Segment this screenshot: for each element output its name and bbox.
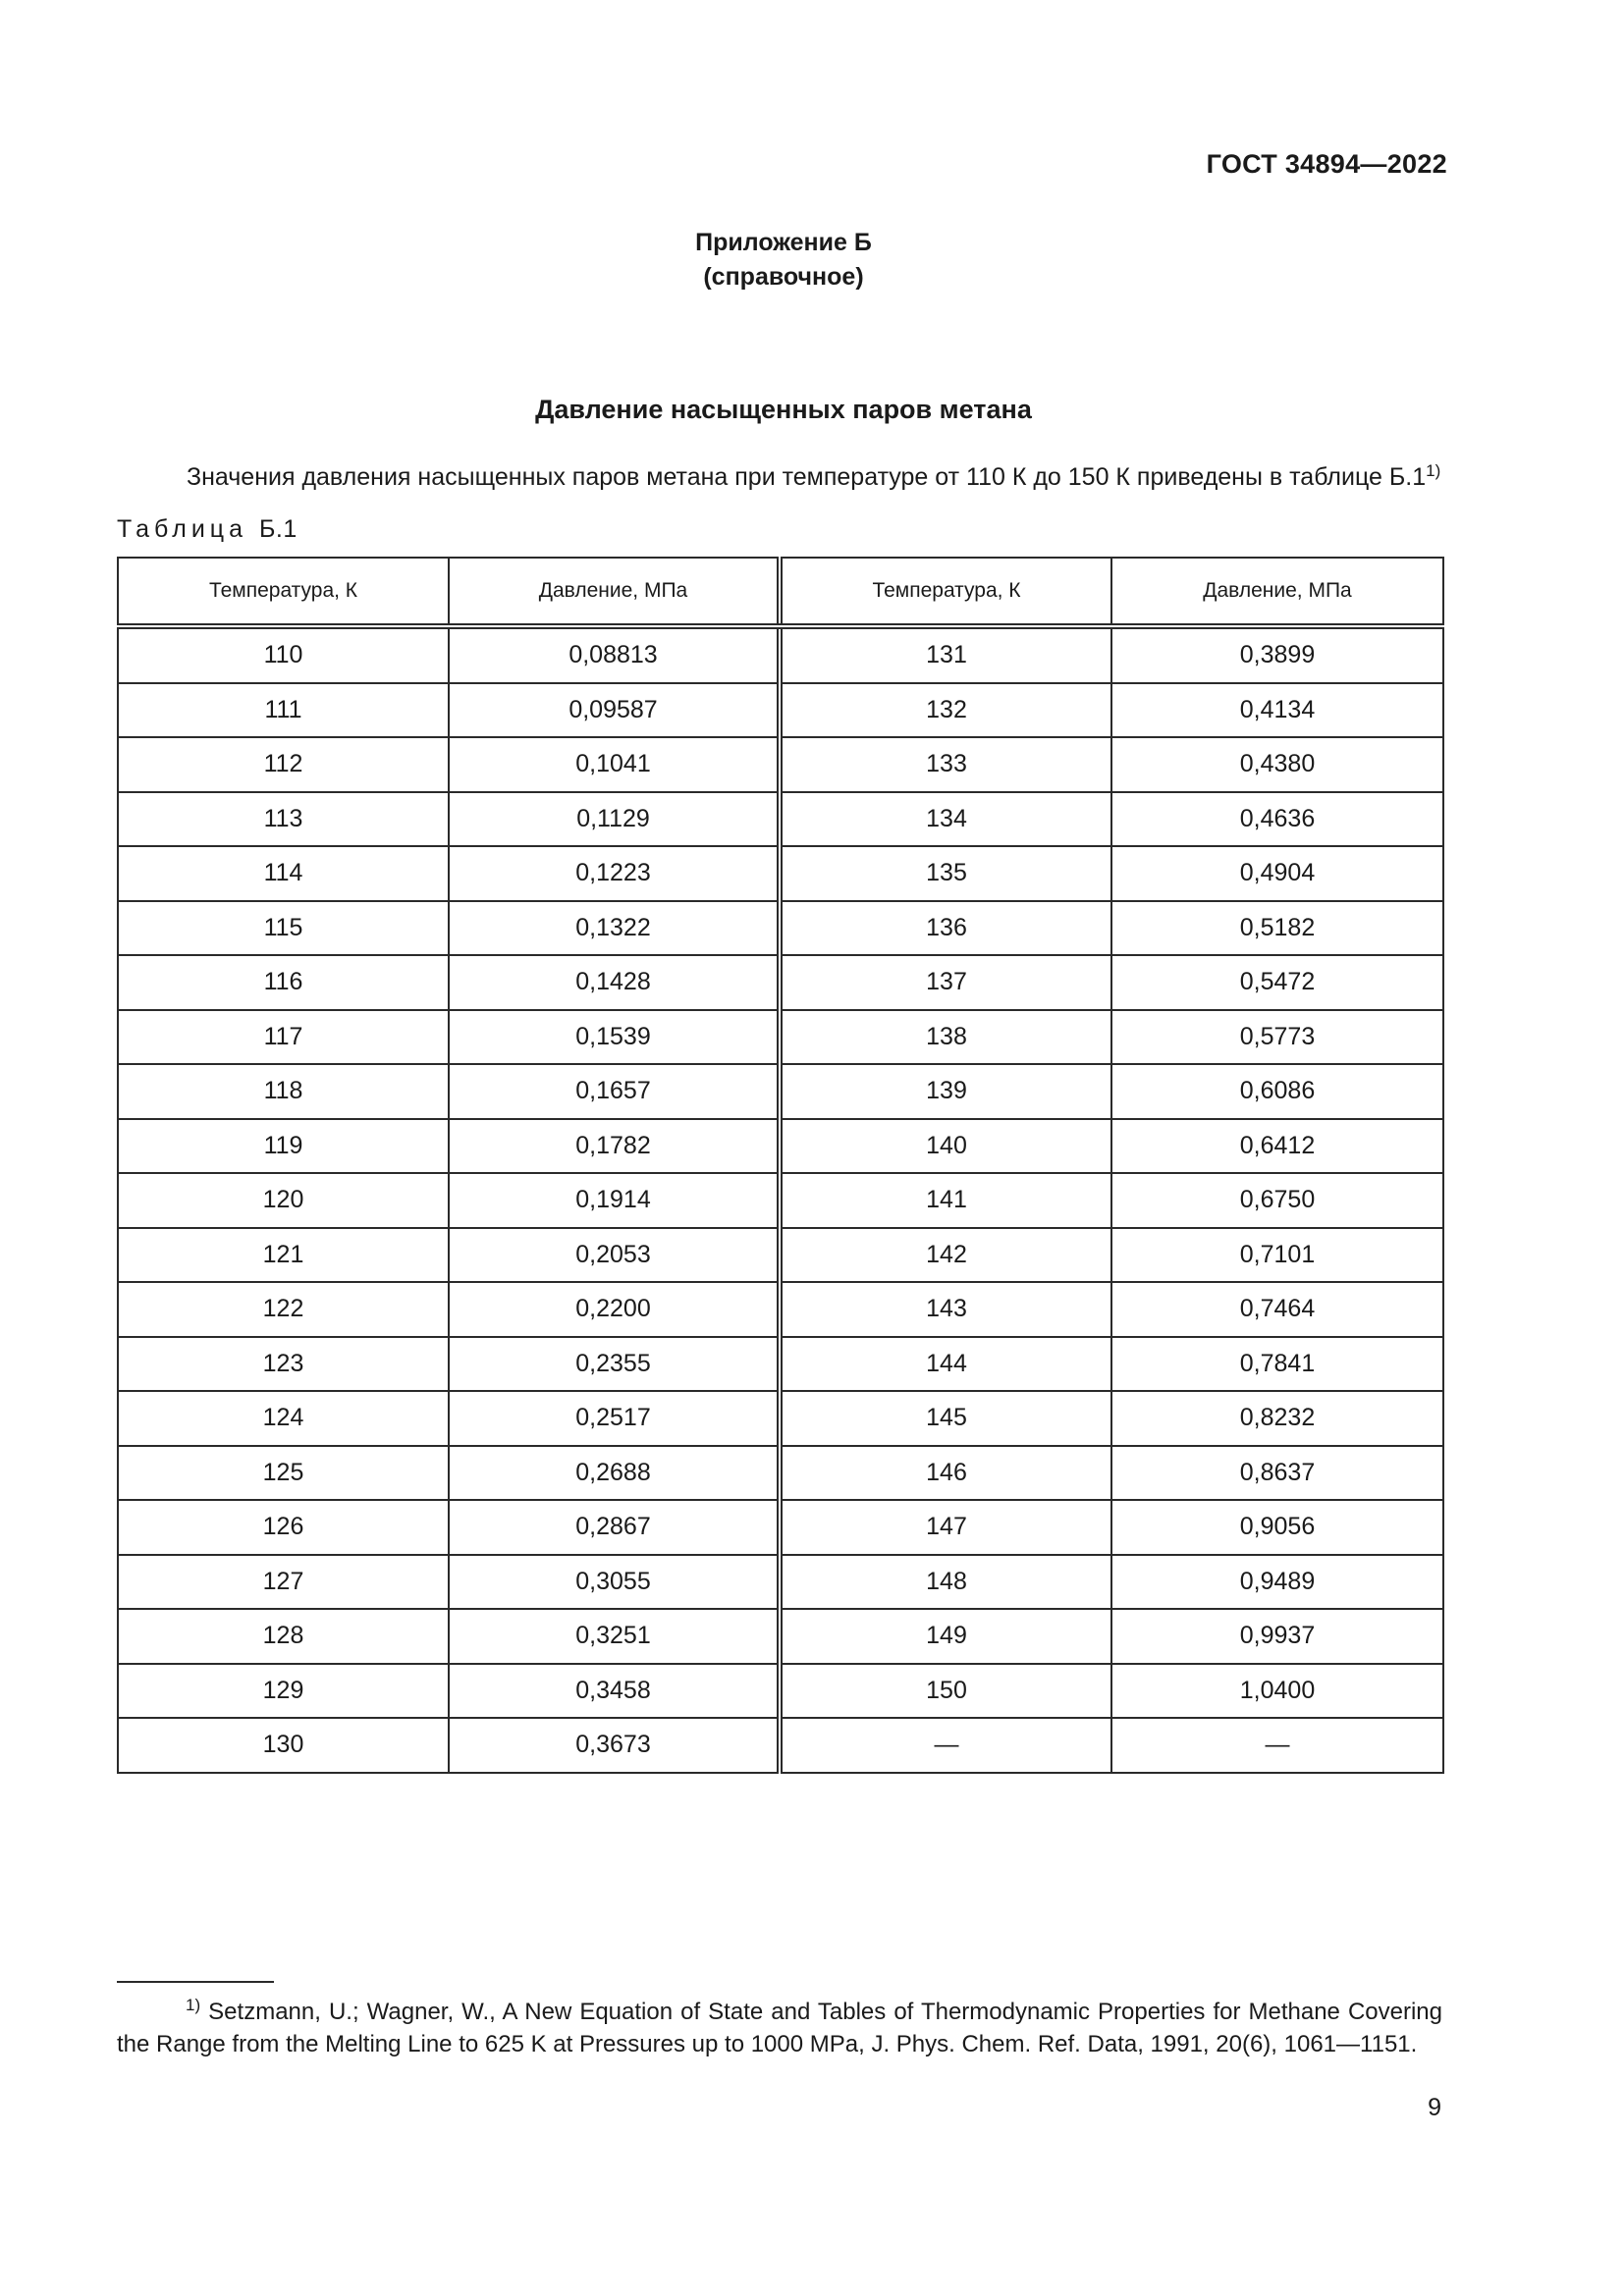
cell-temperature: 140 — [780, 1119, 1111, 1174]
table-row — [118, 1609, 1443, 1664]
cell-temperature: 129 — [118, 1664, 449, 1719]
table-row — [118, 1391, 1443, 1446]
cell-temperature: 128 — [118, 1609, 449, 1664]
table-row — [118, 1555, 1443, 1610]
cell-temperature: 150 — [780, 1664, 1111, 1719]
cell-pressure: 0,1914 — [449, 1173, 780, 1228]
cell-pressure: 0,1041 — [449, 737, 780, 792]
cell-pressure: 0,5182 — [1111, 901, 1443, 956]
cell-pressure: 0,7841 — [1111, 1337, 1443, 1392]
cell-pressure: 0,4380 — [1111, 737, 1443, 792]
cell-temperature: 143 — [780, 1282, 1111, 1337]
table-caption — [117, 515, 298, 544]
table-caption-number: Б.1 — [258, 515, 298, 543]
header-temperature: Температура, К — [118, 558, 449, 626]
cell-temperature: 116 — [118, 955, 449, 1010]
cell-temperature: 142 — [780, 1228, 1111, 1283]
cell-temperature: 124 — [118, 1391, 449, 1446]
footnote — [117, 1989, 1442, 2060]
standard-designation: ГОСТ 34894—2022 — [1206, 149, 1447, 179]
cell-temperature: 134 — [780, 792, 1111, 847]
cell-temperature: 125 — [118, 1446, 449, 1501]
header-pressure: Давление, МПа — [1111, 558, 1443, 626]
cell-pressure: 0,4636 — [1111, 792, 1443, 847]
table-caption-label: Таблица — [117, 515, 248, 543]
cell-temperature: 113 — [118, 792, 449, 847]
cell-pressure: 0,09587 — [449, 683, 780, 738]
table-row — [118, 1500, 1443, 1555]
cell-pressure: 0,5472 — [1111, 955, 1443, 1010]
cell-pressure: 0,1322 — [449, 901, 780, 956]
cell-temperature: 123 — [118, 1337, 449, 1392]
cell-temperature: 141 — [780, 1173, 1111, 1228]
cell-temperature: — — [780, 1718, 1111, 1773]
cell-temperature: 131 — [780, 626, 1111, 683]
cell-temperature: 118 — [118, 1064, 449, 1119]
header-pressure: Давление, МПа — [449, 558, 780, 626]
cell-pressure: 0,2053 — [449, 1228, 780, 1283]
cell-pressure: 0,1223 — [449, 846, 780, 901]
cell-temperature: 147 — [780, 1500, 1111, 1555]
cell-temperature: 110 — [118, 626, 449, 683]
appendix-subtitle: (справочное) — [703, 263, 864, 291]
cell-pressure: 1,0400 — [1111, 1664, 1443, 1719]
cell-pressure: 0,9056 — [1111, 1500, 1443, 1555]
cell-pressure: 0,2355 — [449, 1337, 780, 1392]
cell-temperature: 146 — [780, 1446, 1111, 1501]
appendix-title: Приложение Б — [695, 229, 872, 256]
cell-pressure: 0,2688 — [449, 1446, 780, 1501]
table-header-row — [118, 558, 1443, 626]
section-title: Давление насыщенных паров метана — [535, 395, 1032, 424]
cell-temperature: 136 — [780, 901, 1111, 956]
cell-pressure: 0,6086 — [1111, 1064, 1443, 1119]
cell-pressure: 0,1539 — [449, 1010, 780, 1065]
pressure-table — [117, 557, 1444, 1774]
table-row — [118, 1228, 1443, 1283]
cell-temperature: 119 — [118, 1119, 449, 1174]
cell-pressure: 0,3055 — [449, 1555, 780, 1610]
cell-pressure: 0,3251 — [449, 1609, 780, 1664]
cell-temperature: 112 — [118, 737, 449, 792]
cell-temperature: 138 — [780, 1010, 1111, 1065]
intro-paragraph — [187, 461, 1440, 492]
cell-temperature: 111 — [118, 683, 449, 738]
cell-temperature: 130 — [118, 1718, 449, 1773]
cell-temperature: 126 — [118, 1500, 449, 1555]
cell-temperature: 137 — [780, 955, 1111, 1010]
footnote-reference[interactable]: 1) — [1426, 461, 1441, 480]
cell-temperature: 117 — [118, 1010, 449, 1065]
cell-pressure: 0,8637 — [1111, 1446, 1443, 1501]
cell-temperature: 145 — [780, 1391, 1111, 1446]
cell-pressure: 0,1782 — [449, 1119, 780, 1174]
cell-temperature: 121 — [118, 1228, 449, 1283]
cell-temperature: 139 — [780, 1064, 1111, 1119]
cell-temperature: 122 — [118, 1282, 449, 1337]
table-row — [118, 1664, 1443, 1719]
table-row — [118, 955, 1443, 1010]
footnote-text: Setzmann, U.; Wagner, W., A New Equation of State and Tables of Thermodynamic Properties for Methane Covering the Range from the Melting Line to 625 K at Pressures up to 1000 MPa, J. Phys. Chem. Ref. Data, 1991, 20(6), 1061—1151. — [117, 1999, 1442, 2057]
cell-pressure: 0,1657 — [449, 1064, 780, 1119]
cell-pressure: 0,2867 — [449, 1500, 780, 1555]
cell-pressure: 0,7464 — [1111, 1282, 1443, 1337]
cell-temperature: 144 — [780, 1337, 1111, 1392]
cell-pressure: 0,1129 — [449, 792, 780, 847]
cell-temperature: 114 — [118, 846, 449, 901]
cell-pressure: 0,6412 — [1111, 1119, 1443, 1174]
cell-temperature: 135 — [780, 846, 1111, 901]
cell-pressure: 0,8232 — [1111, 1391, 1443, 1446]
cell-pressure: 0,4904 — [1111, 846, 1443, 901]
header-temperature: Температура, К — [780, 558, 1111, 626]
table-row — [118, 846, 1443, 901]
cell-temperature: 133 — [780, 737, 1111, 792]
cell-temperature: 127 — [118, 1555, 449, 1610]
cell-pressure: 0,9937 — [1111, 1609, 1443, 1664]
table-row — [118, 737, 1443, 792]
cell-pressure: 0,2200 — [449, 1282, 780, 1337]
table-row — [118, 792, 1443, 847]
cell-pressure: 0,1428 — [449, 955, 780, 1010]
table-body — [118, 626, 1443, 1773]
intro-text: Значения давления насыщенных паров метана при температуре от 110 К до 150 К приведены в таблице Б.1 — [187, 463, 1427, 491]
table-row — [118, 683, 1443, 738]
footnote-divider — [117, 1981, 274, 1983]
table-row — [118, 1718, 1443, 1773]
cell-pressure: 0,6750 — [1111, 1173, 1443, 1228]
cell-pressure: 0,3458 — [449, 1664, 780, 1719]
cell-temperature: 148 — [780, 1555, 1111, 1610]
cell-pressure: 0,3673 — [449, 1718, 780, 1773]
cell-temperature: 132 — [780, 683, 1111, 738]
table-row — [118, 626, 1443, 683]
cell-pressure: 0,2517 — [449, 1391, 780, 1446]
table-row — [118, 901, 1443, 956]
cell-pressure: 0,5773 — [1111, 1010, 1443, 1065]
table-row — [118, 1119, 1443, 1174]
table-row — [118, 1337, 1443, 1392]
page-number: 9 — [1428, 2094, 1441, 2121]
cell-temperature: 149 — [780, 1609, 1111, 1664]
appendix-heading — [0, 226, 1567, 294]
table-row — [118, 1446, 1443, 1501]
cell-temperature: 120 — [118, 1173, 449, 1228]
cell-pressure: 0,4134 — [1111, 683, 1443, 738]
cell-pressure: 0,9489 — [1111, 1555, 1443, 1610]
cell-pressure: 0,08813 — [449, 626, 780, 683]
table-row — [118, 1173, 1443, 1228]
cell-pressure: 0,7101 — [1111, 1228, 1443, 1283]
cell-pressure: — — [1111, 1718, 1443, 1773]
table-row — [118, 1010, 1443, 1065]
cell-temperature: 115 — [118, 901, 449, 956]
table-row — [118, 1282, 1443, 1337]
footnote-marker: 1) — [186, 1996, 201, 2014]
cell-pressure: 0,3899 — [1111, 626, 1443, 683]
table-row — [118, 1064, 1443, 1119]
